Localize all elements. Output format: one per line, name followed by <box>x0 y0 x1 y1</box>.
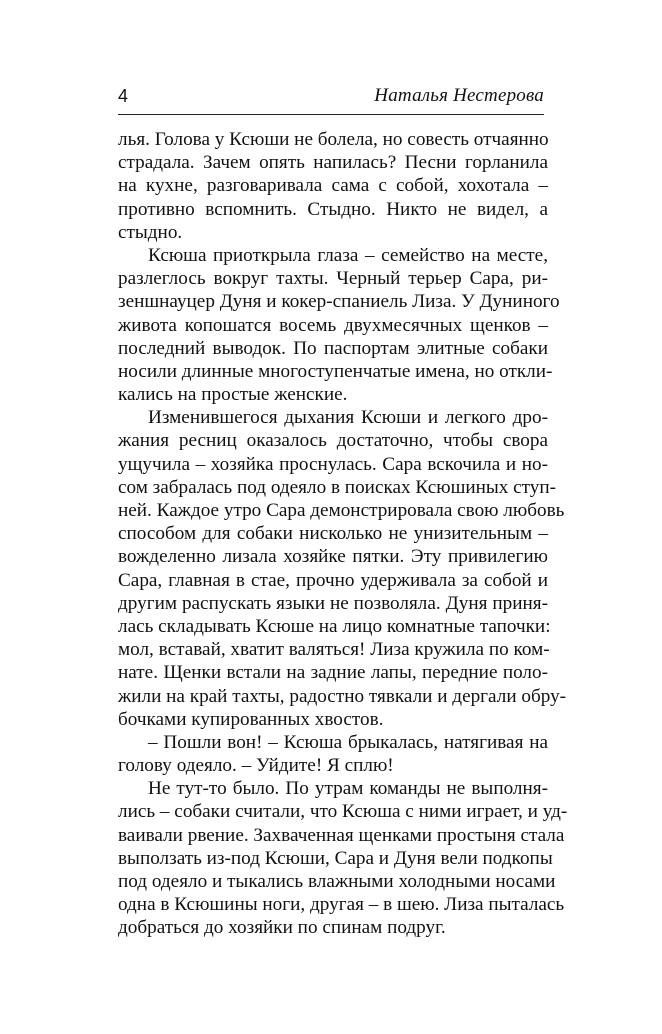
text-line: на кухне, разговаривала сама с собой, хохотала – <box>118 175 548 197</box>
body-text <box>118 128 568 940</box>
text-line: выползать из-под Ксюши, Сара и Дуня вели подкопы <box>118 847 553 869</box>
text-line: жили на край тахты, радостно тявкали и дергали обру- <box>118 685 567 707</box>
text-line: способом для собаки нисколько не унизительным – <box>118 523 548 545</box>
page-number: 4 <box>118 86 129 106</box>
text-line: лья. Голова у Ксюши не болела, но совесть отчаянно <box>118 129 549 150</box>
text-line: Ксюша приоткрыла глаза – семейство на месте, <box>148 244 548 266</box>
text-line: страдала. Зачем опять напилась? Песни горланила <box>118 152 548 174</box>
text-line: зеншнауцер Дуня и кокер-спаниель Лиза. У Дуниного <box>118 291 560 313</box>
text-line: Сара, главная в стае, прочно удерживала за собой и <box>118 569 548 591</box>
author-running-head: Наталья Нестерова <box>374 85 544 106</box>
text-line: – Пошли вон! – Ксюша брыкалась, натягивая на <box>148 731 548 753</box>
running-header <box>118 84 544 110</box>
paragraph <box>118 406 567 731</box>
text-line: последний выводок. По паспортам элитные собаки <box>118 337 548 359</box>
text-line: добраться до хозяйки по спинам подруг. <box>118 917 446 939</box>
text-line: мол, вставай, хватит валяться! Лиза кружила по ком- <box>118 639 550 661</box>
text-line: разлеглось вокруг тахты. Черный терьер Сара, ри- <box>118 268 548 290</box>
text-line: лась складывать Ксюше на лицо комнатные тапочки: <box>118 615 551 637</box>
paragraph <box>118 244 560 406</box>
text-line: жания ресниц оказалось достаточно, чтобы свора <box>118 430 548 452</box>
text-line: голову одеяло. – Уйдите! Я сплю! <box>118 755 394 777</box>
text-line: нате. Щенки встали на задние лапы, передние поло- <box>118 662 548 684</box>
text-line: стыдно. <box>118 221 183 243</box>
text-line: Изменившегося дыхания Ксюши и легкого дро- <box>148 407 548 429</box>
text-line: кались на простые женские. <box>118 384 348 406</box>
paragraph <box>118 128 548 244</box>
text-line: под одеяло и тыкались влажными холодными носами <box>118 871 556 892</box>
text-line: лись – собаки считали, что Ксюша с ними играет, и уд- <box>118 801 568 823</box>
text-line: одна в Ксюшины ноги, другая – в шею. Лиза пыталась <box>118 894 565 916</box>
paragraph <box>118 731 548 777</box>
text-line: ней. Каждое утро Сара демонстрировала свою любовь <box>118 500 565 521</box>
text-line: противно вспомнить. Стыдно. Никто не видел, а <box>118 198 548 220</box>
text-line: носили длинные многоступенчатые имена, но откли- <box>118 360 553 382</box>
paragraph <box>118 777 568 939</box>
text-line: ваивали рвение. Захваченная щенками простыня стала <box>118 824 565 846</box>
text-line: Не тут-то было. По утрам команды не выполня- <box>148 778 548 800</box>
header-rule <box>118 114 544 115</box>
text-line: ущучила – хозяйка проснулась. Сара вскочила и но- <box>118 453 548 475</box>
text-line: сом забралась под одеяло в поисках Ксюшиных ступ- <box>118 476 557 498</box>
text-line: живота копошатся восемь двухмесячных щенков – <box>118 314 548 336</box>
text-line: вожделенно лизала хозяйке пятки. Эту привилегию <box>118 546 548 568</box>
text-line: бочками купированных хвостов. <box>118 708 384 730</box>
text-line: другим распускать языки не позволяла. Дуня приня- <box>118 592 548 614</box>
